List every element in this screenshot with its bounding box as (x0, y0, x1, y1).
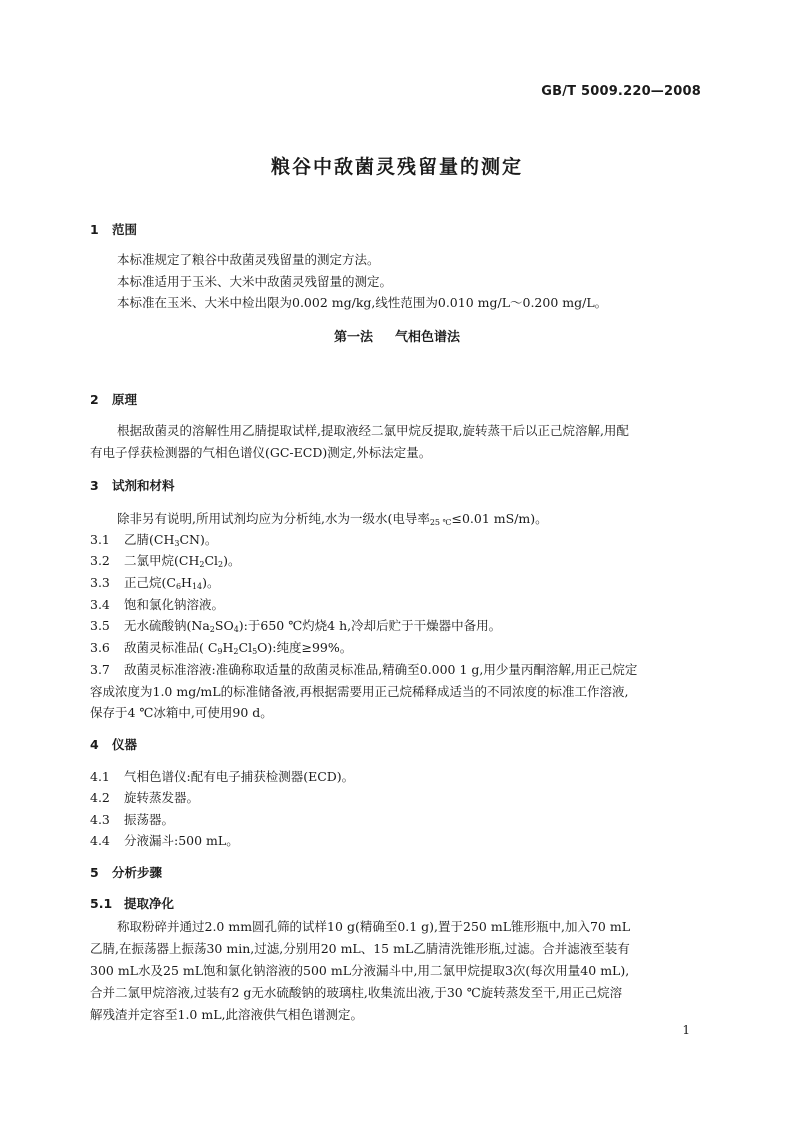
paragraph-line: 合并二氯甲烷溶液,过装有2 g无水硫酸钠的玻璃柱,收集流出液,于30 ℃旋转蒸发至干,用正己烷溶 (90, 985, 623, 1000)
section-title: 试剂和材料 (112, 478, 175, 493)
section-heading-procedure (90, 863, 162, 881)
list-item: 3.2 二氯甲烷$(CH_2Cl_2)$。 (90, 553, 241, 569)
list-item: 4.2 旋转蒸发器。 (90, 790, 200, 805)
paragraph-line: 本标准规定了粮谷中敌菌灵残留量的测定方法。 (117, 252, 380, 267)
subsection-number: 5.1 (90, 896, 113, 911)
section-heading-instruments (90, 735, 137, 753)
section-title: 原理 (112, 392, 138, 407)
section-heading-scope (90, 220, 137, 238)
paragraph-line: 有电子俘获检测器的气相色谱仪(GC-ECD)测定,外标法定量。 (90, 445, 432, 460)
list-item: 3.3 正己烷$(C_6H_{14})$。 (90, 575, 220, 591)
section-number: 2 (90, 392, 99, 407)
section-number: 4 (90, 737, 99, 752)
section-number: 3 (90, 478, 99, 493)
paragraph-line: 本标准适用于玉米、大米中敌菌灵残留量的测定。 (117, 274, 393, 289)
list-item: 3.4 饱和氯化钠溶液。 (90, 597, 225, 612)
list-item: 4.3 振荡器。 (90, 812, 175, 827)
list-item: 3.6 敌菌灵标准品( $C_9H_2Cl_5O$):纯度≥99%。 (90, 640, 353, 656)
list-item: 4.1 气相色谱仪:配有电子捕获检测器(ECD)。 (90, 769, 355, 784)
paragraph-line: 乙腈,在振荡器上振荡30 min,过滤,分别用20 mL、15 mL乙腈清洗锥形瓶,过滤。合并滤液至装有 (90, 941, 630, 956)
list-item: 3.5 无水硫酸钠$(Na_2SO_4)$:于650 ℃灼烧4 h,冷却后贮于干燥器中备用。 (90, 618, 502, 634)
paragraph-line: 本标准在玉米、大米中检出限为0.002 mg/kg,线性范围为0.010 mg/L～0.200 mg/L。 (117, 295, 608, 310)
paragraph-line: 容成浓度为1.0 mg/mL的标准储备液,再根据需要用正己烷稀释成适当的不同浓度的标准工作溶液, (90, 684, 629, 699)
section-number: 1 (90, 222, 99, 237)
standard-code: GB/T 5009.220—2008 (541, 84, 701, 99)
list-item: 3.7 敌菌灵标准溶液:准确称取适量的敌菌灵标准品,精确至0.000 1 g,用少量丙酮溶解,用正己烷定 (90, 662, 638, 677)
method-part: 第一法 (333, 330, 373, 345)
paragraph-line: 根据敌菌灵的溶解性用乙腈提取试样,提取液经二氯甲烷反提取,旋转蒸干后以正己烷溶解,用配 (117, 423, 629, 438)
section-number: 5 (90, 865, 99, 880)
method-title (0, 326, 794, 345)
section-title: 范围 (112, 222, 138, 237)
paragraph-line: 300 mL水及25 mL饱和氯化钠溶液的500 mL分液漏斗中,用二氯甲烷提取3次(每次用量40 mL), (90, 963, 630, 978)
section-title: 仪器 (112, 737, 138, 752)
page-title: 粮谷中敌菌灵残留量的测定 (270, 156, 523, 178)
paragraph-line: 保存于4 ℃冰箱中,可使用90 d。 (90, 705, 273, 720)
paragraph-line: 称取粉碎并通过2.0 mm圆孔筛的试样10 g(精确至0.1 g),置于250 mL锥形瓶中,加入70 mL (117, 919, 631, 934)
section-heading-principle (90, 390, 137, 408)
section-title: 分析步骤 (112, 865, 163, 880)
list-item: 3.1 乙腈$(CH_3CN)$。 (90, 532, 218, 548)
section-heading-reagents (90, 476, 175, 494)
subsection-title: 提取净化 (124, 896, 175, 911)
paragraph-line: 除非另有说明,所用试剂均应为分析纯,水为一级水(电导率$_{25 ℃}$≤0.01 mS/m)。 (117, 511, 548, 527)
paragraph-line: 解残渣并定容至1.0 mL,此溶液供气相色谱测定。 (90, 1007, 363, 1022)
list-item: 4.4 分液漏斗:500 mL。 (90, 833, 239, 848)
subsection-heading (90, 894, 174, 912)
page-number: 1 (682, 1023, 690, 1037)
method-name: 气相色谱法 (395, 330, 461, 345)
